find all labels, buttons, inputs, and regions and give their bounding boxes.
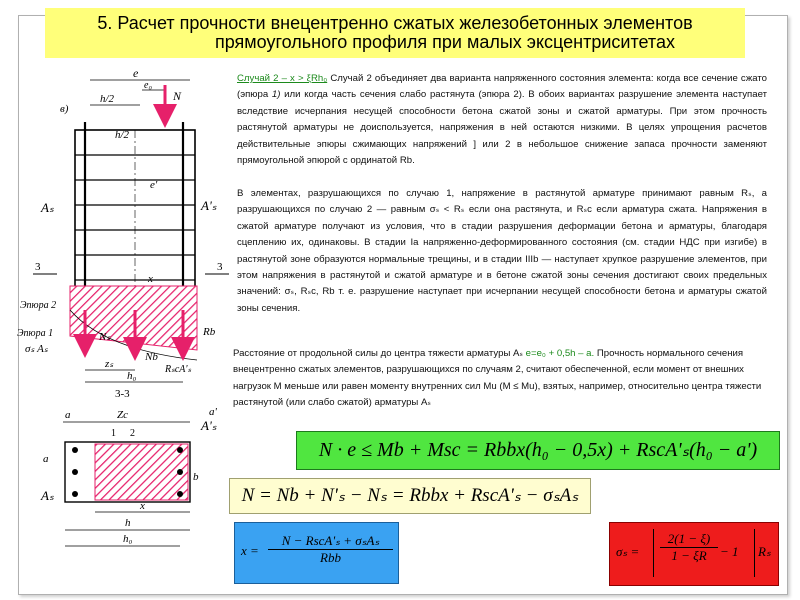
p1-epura1: 1): [271, 89, 281, 101]
column-drawing: [5, 60, 235, 595]
label-h0: h₀: [123, 533, 133, 545]
paragraph-case-2: [237, 71, 767, 169]
p3-part-a: Расстояние от продольной силы до центра тяжести арматуры Aₛ: [233, 348, 526, 359]
f4-rs: Rₛ: [758, 544, 771, 559]
label-Rb: Rb: [203, 326, 216, 338]
f3-numerator: N − RscA'ₛ + σₛAₛ: [268, 533, 393, 550]
label-2: 2: [130, 428, 135, 439]
label-3-right: 3: [217, 261, 223, 273]
bar-bl: [72, 491, 78, 497]
label-3-left: 3: [35, 261, 41, 273]
label-1: 1: [111, 428, 116, 439]
label-zs: zₛ: [105, 358, 114, 370]
label-h2-mid: h/2: [115, 129, 130, 141]
label-As: Aₛ: [41, 200, 54, 215]
label-epura1: Эпюра 1: [17, 328, 54, 339]
label-b: b: [193, 471, 199, 483]
title-line-1: 5. Расчет прочности внецентренно сжатых железобетонных элементов: [97, 13, 693, 33]
elevation-view: [17, 66, 229, 400]
bar-br: [177, 491, 183, 497]
slide-title: [50, 14, 740, 52]
label-Nb: Nb: [145, 351, 158, 363]
formula-sigma-s: [609, 522, 779, 586]
label-h0-top: h₀: [127, 370, 137, 382]
section-view: [40, 406, 218, 546]
f4-minus-one: − 1: [720, 544, 739, 559]
formula-moment-equilibrium: N · e ≤ Mb + Msc = Rbbx(h₀ − 0,5x) + RscA'ₛ(h₀ − a'): [296, 431, 780, 470]
p3-part-b: Прочность нормального сечения внецентренно сжатых элементов, разрушающихся по случаям 2, считают обеспеченной, если момент от внешних нагрузок М меньше или равен моменту внутренних сил Mu (M ≤ Mu), взятых, например, относительно центра тяжести растянутой (или слабо сжатой) арматуры Aₛ: [233, 348, 762, 409]
bar-ml: [72, 469, 78, 475]
paragraph-eccentricity: [233, 346, 763, 412]
f4-lhs: σₛ =: [616, 544, 640, 559]
bar-mr: [177, 469, 183, 475]
paragraph-stress-states: В элементах, разрушающихся по случаю 1, напряжение в растянутой арматуре принимают равным Rₛ, а разрушающихся по случаю 2 — равным σₛ < Rₛ если она растянута, и Rₛc если арматура сжата. Напряжения в сжатой арматуре получают из условия, что в стадии разрушения деформации бетона и арматуры, благодаря сцеплению их, одинаковы. В стадии Iа напряженно-деформированного состояния (см. стадии НДС при изгибе) в растянутой зоне образуются нормальные трещины, и в стадии IIIb — наступает хрупкое разрушение элементов, при этом напряжения в растянутой и сжатой арматуре и в бетоне сжатой зоны сечения достигают своих предельных значений: σₛ, Rₛc, Rb т. е. разрушение наступает при исчерпании несущей способности бетона и арматуры сжатой зоны сечения.: [237, 188, 767, 314]
title-line-2: прямоугольного профиля при малых эксцентриситетах: [214, 32, 675, 52]
f4-denominator: 1 − ξR: [671, 548, 707, 563]
label-h2-top: h/2: [100, 93, 115, 105]
label-As-prime: A'ₛ: [201, 198, 217, 213]
formula-x: [234, 522, 399, 584]
label-Ns: Nₛ: [99, 331, 111, 343]
label-e-prime: e': [150, 179, 158, 191]
p1-part-1: Случай 2 объединяет два варианта напряженного состояния элемента: когда все сечение сжато (эпюра: [237, 73, 767, 101]
label-zc: Zc: [117, 409, 128, 421]
label-sigma-s: σₛ Aₛ: [25, 343, 48, 355]
p1-part-2: или когда часть сечения слабо растянута (эпюра 2). В обоих вариантах разрушение элемента наступает вследствие исчерпания несущей способности бетона сжатой зоны и сжатой арматуры. При этом прочность растянутой арматуры не доиспользуется, напряжения в ней остаются низкими. В целях упрощения расчетов действительные эпюры сжимающих напряжений ] или 2 в небольшое снижение запаса прочности заменяют прямоугольной эпюрой с ординатой Rb.: [237, 89, 767, 167]
case-2-label: Случай 2 – x > ξRh₀: [237, 73, 328, 84]
label-section: 3-3: [115, 388, 130, 400]
label-x-bottom: x: [140, 500, 145, 512]
bar-tr: [177, 447, 183, 453]
label-e0: e₀: [144, 80, 152, 91]
label-N: N: [173, 89, 182, 103]
label-epura2: Эпюра 2: [20, 300, 57, 311]
bar-tl: [72, 447, 78, 453]
label-a-side: a: [43, 453, 49, 465]
label-As-prime-bottom: A'ₛ: [201, 418, 217, 433]
f3-lhs: x =: [241, 543, 259, 558]
f3-denominator: Rbb: [320, 550, 341, 565]
p3-formula: e=e₀ + 0,5h – a.: [525, 348, 595, 359]
f4-fraction: [660, 531, 718, 564]
label-e: e: [133, 66, 139, 80]
f4-numerator: 2(1 − ξ): [660, 531, 718, 548]
compressed-zone: [95, 444, 188, 500]
label-As-bottom: Aₛ: [41, 488, 54, 503]
formula-force-equilibrium: N = Nb + N'ₛ − Nₛ = Rbbx + RscA'ₛ − σₛAₛ: [229, 478, 591, 514]
label-v: в): [60, 103, 69, 115]
f3-fraction: [268, 533, 393, 566]
label-RscAs: RₛcA'ₛ: [165, 364, 192, 375]
label-h: h: [125, 517, 131, 529]
label-a-prime: a': [209, 406, 217, 418]
label-x: x: [148, 273, 153, 285]
label-a-top: a: [65, 409, 71, 421]
